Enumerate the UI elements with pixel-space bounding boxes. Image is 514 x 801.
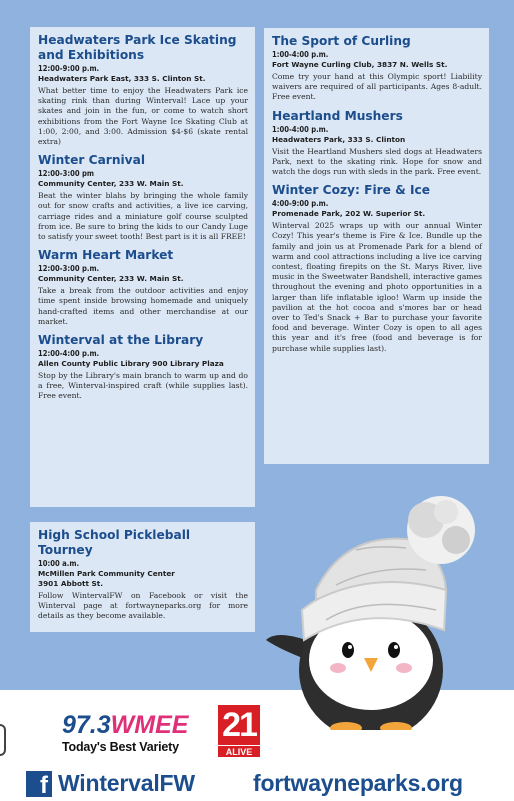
- partial-logo-edge: [0, 724, 6, 756]
- event-title: High School Pickleball Tourney: [38, 528, 191, 557]
- events-right-column: [264, 28, 489, 464]
- website-link[interactable]: fortwayneparks.org: [253, 770, 463, 796]
- facebook-handle[interactable]: WintervalFW: [58, 770, 195, 796]
- penguin-cheek-left: [330, 663, 346, 673]
- event-place: Community Center, 233 W. Main St.: [38, 179, 184, 189]
- event-title: Warm Heart Market: [38, 248, 174, 263]
- event-description: What better time to enjoy the Headwaters Park ice skating rink than during Winterval! Lace up your skates and join in the fun, or come to watch short exhibitions from the Fort Wayne Ice Skating Club at 1:00, 2:00, and 3:00. Admission $4-$6 (skate rental extra): [38, 86, 248, 147]
- event-description: Beat the winter blahs by bringing the whole family out for snow crafts and activities, a live ice carving, carriage rides and a miniature golf course sculpted from ice. Be sure to bring the kids to our Candy Luge to satisfy your sweet tooth! Best part is it is all FREE!: [38, 191, 248, 242]
- event-place: Headwaters Park, 333 S. Clinton: [272, 134, 406, 144]
- event-title: Heartland Mushers: [272, 108, 403, 123]
- facebook-icon: f: [26, 771, 52, 797]
- event-curling: [272, 34, 482, 103]
- event-place: Community Center, 233 W. Main St.: [38, 274, 184, 284]
- 21-alive-logo: [218, 705, 260, 757]
- event-time: 10:00 a.m.: [38, 559, 80, 568]
- event-description: Follow WintervalFW on Facebook or visit the Winterval page at fortwayneparks.org for more details as they become available.: [38, 591, 248, 621]
- station-name: ALIVE: [218, 745, 260, 757]
- event-time: 12:00-3:00 pm: [38, 169, 94, 179]
- event-title: Headwaters Park Ice Skating and Exhibitions: [38, 33, 237, 62]
- penguin-cheek-right: [396, 663, 412, 673]
- penguin-eye-right: [388, 642, 400, 658]
- event-title: Winter Carnival: [38, 153, 146, 168]
- event-ice-skating: [38, 33, 248, 147]
- event-place: Allen County Public Library 900 Library Plaza: [38, 359, 224, 369]
- event-pickleball: [30, 522, 255, 632]
- event-winter-carnival: [38, 153, 248, 242]
- event-description: Come try your hand at this Olympic sport! Liability waivers are required of all participants. Ages 8-adult. Free event.: [272, 72, 482, 102]
- wmee-logo: [62, 712, 194, 760]
- penguin-illustration: [266, 490, 496, 730]
- facebook-handle-row[interactable]: [26, 770, 195, 797]
- wmee-tagline: Today's Best Variety: [62, 740, 179, 754]
- event-place-line1: McMillen Park Community Center: [38, 569, 175, 578]
- event-description: Winterval 2025 wraps up with our annual Winter Cozy! This year's theme is Fire & Ice. Bundle up the family and join us at Promenade Park for a blend of warm and cool attractions including a live ice carving contest, floating firepits on the St. Marys River, live music in the Sweetwater Bandshell, interactive games throughout the evening and photo opportunities in a larger than life inflatable igloo! Warm up inside the pavilion at the hot cocoa and s'mores bar or head over to Ted's Snack + Bar to purchase your favorite food and beverage. Winter Cozy is open to all ages this year and it's free (food and beverage is for purchase while supplies last).: [272, 221, 482, 353]
- event-place: Fort Wayne Curling Club, 3837 N. Wells St.: [272, 60, 448, 69]
- event-time: 12:00-9:00 p.m.: [38, 64, 100, 73]
- wmee-logo-mark: 97.3WMEE: [62, 711, 189, 739]
- event-warm-heart-market: [38, 248, 248, 327]
- event-title: The Sport of Curling: [272, 34, 411, 48]
- event-heartland-mushers: [272, 109, 482, 178]
- penguin-eye-left: [342, 642, 354, 658]
- event-pickleball-body: [38, 528, 248, 622]
- event-time: 1:00-4:00 p.m.: [272, 124, 329, 134]
- event-time: 12:00-4:00 p.m.: [38, 349, 100, 359]
- event-description: Visit the Heartland Mushers sled dogs at Headwaters Park, next to the skating rink. Hope for snow and watch the dogs run with sleds in the park. Free event.: [272, 146, 482, 177]
- event-place: Promenade Park, 202 W. Superior St.: [272, 209, 426, 219]
- station-number: 21: [218, 705, 260, 745]
- event-library: [38, 333, 248, 402]
- event-description: Stop by the Library's main branch to warm up and do a free, Winterval-inspired craft (while supplies last). Free event.: [38, 371, 248, 401]
- event-time: 1:00-4:00 p.m.: [272, 50, 329, 59]
- event-description: Take a break from the outdoor activities and enjoy time spent inside browsing homemade and uniquely hand-crafted items and other merchandise at our market.: [38, 286, 248, 326]
- event-winter-cozy: [272, 183, 482, 354]
- event-place: Headwaters Park East, 333 S. Clinton St.: [38, 74, 206, 83]
- event-title: Winterval at the Library: [38, 333, 204, 348]
- events-left-column: [30, 27, 255, 507]
- event-time: 4:00-9:00 p.m.: [272, 199, 329, 209]
- event-title: Winter Cozy: Fire & Ice: [272, 183, 431, 198]
- event-place-line2: 3901 Abbott St.: [38, 579, 103, 588]
- event-time: 12:00-3:00 p.m.: [38, 264, 100, 274]
